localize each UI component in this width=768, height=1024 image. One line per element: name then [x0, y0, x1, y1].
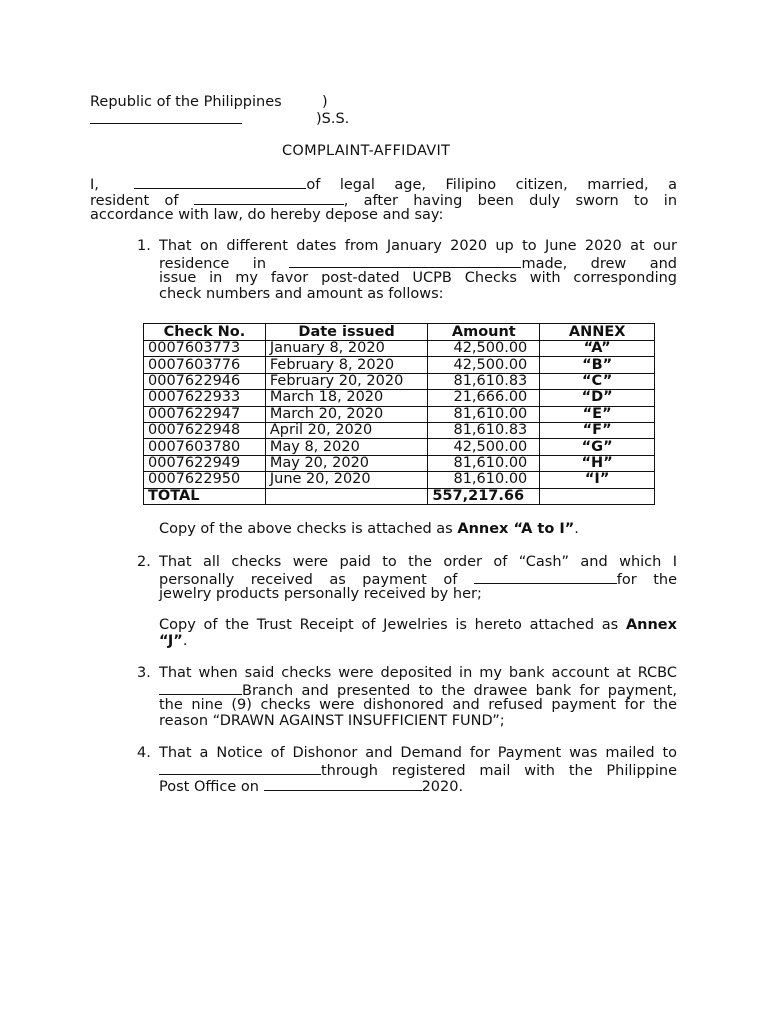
blank-line: [159, 681, 242, 695]
note-text: Copy of the above checks is attached as: [159, 521, 458, 537]
col-header-annex: ANNEX: [540, 324, 655, 341]
item-3-line-4: reason “DRAWN AGAINST INSUFFICIENT FUND”;: [159, 713, 505, 729]
checks-table: [143, 323, 655, 505]
check-number: 0007622946: [144, 373, 266, 389]
annex: “D”: [540, 390, 655, 406]
table-row: [144, 422, 655, 438]
table-total-row: [144, 488, 655, 504]
blank-line: [134, 175, 306, 189]
item-text: Post Office on: [159, 779, 259, 795]
check-number: 0007622948: [144, 422, 266, 438]
table-row: [144, 357, 655, 373]
check-number: 0007603773: [144, 341, 266, 357]
item-1-number: 1.: [137, 238, 151, 254]
date-issued: January 8, 2020: [265, 341, 427, 357]
item-3-number: 3.: [137, 665, 151, 681]
item-3-line-1: That when said checks were deposited in my bank account at RCBC: [159, 665, 677, 681]
amount: 81,610.00: [428, 406, 540, 422]
col-header-check-no: Check No.: [144, 324, 266, 341]
item-text: through registered mail with the Philippine: [321, 763, 677, 779]
date-issued: March 20, 2020: [265, 406, 427, 422]
copy-trust-line-2: [159, 633, 187, 649]
annex: “G”: [540, 439, 655, 455]
blank-line: [159, 761, 321, 775]
blank-line: [474, 570, 617, 584]
item-3-line-3: the nine (9) checks were dishonored and refused payment for the: [159, 697, 677, 713]
annex-reference: Annex: [625, 617, 677, 633]
table-row: [144, 390, 655, 406]
date-issued: March 18, 2020: [265, 390, 427, 406]
header-blank-line: [90, 110, 242, 128]
col-header-date-issued: Date issued: [265, 324, 427, 341]
amount: 81,610.83: [428, 373, 540, 389]
blank-line: [90, 110, 242, 124]
total-amount: 557,217.66: [428, 488, 540, 504]
copy-checks-note: [159, 521, 579, 537]
table-header-row: [144, 324, 655, 341]
date-issued: April 20, 2020: [265, 422, 427, 438]
item-text: Branch and presented to the drawee bank for payment,: [242, 683, 677, 699]
blank-line: [289, 254, 521, 268]
annex-reference: Annex “A to I”: [457, 521, 575, 537]
table-row: [144, 455, 655, 471]
table-row: [144, 373, 655, 389]
amount: 81,610.00: [428, 455, 540, 471]
total-label: TOTAL: [144, 488, 266, 504]
annex: “F”: [540, 422, 655, 438]
annex-reference: “J”: [159, 633, 183, 649]
annex: “E”: [540, 406, 655, 422]
item-4-line-1: That a Notice of Dishonor and Demand for Payment was mailed to: [159, 745, 677, 761]
item-text: residence in: [159, 256, 267, 272]
date-issued: June 20, 2020: [265, 472, 427, 488]
amount: 42,500.00: [428, 439, 540, 455]
check-number: 0007603776: [144, 357, 266, 373]
check-number: 0007622950: [144, 472, 266, 488]
item-2-number: 2.: [137, 554, 151, 570]
item-1-line-3: issue in my favor post-dated UCPB Checks with corresponding: [159, 270, 677, 286]
blank-line: [264, 777, 422, 791]
annex: “C”: [540, 373, 655, 389]
annex: “H”: [540, 455, 655, 471]
intro-text: , after having been duly sworn to in: [343, 193, 678, 209]
document-title: COMPLAINT-AFFIDAVIT: [282, 143, 451, 159]
amount: 42,500.00: [428, 357, 540, 373]
date-issued: May 20, 2020: [265, 455, 427, 471]
item-2-line-1: That all checks were paid to the order of “Cash” and which I: [159, 554, 677, 570]
item-4-line-3: [159, 777, 463, 795]
annex: “I”: [540, 472, 655, 488]
table-row: [144, 439, 655, 455]
amount: 81,610.83: [428, 422, 540, 438]
empty-cell: [540, 488, 655, 504]
item-2-line-3: jewelry products personally received by her;: [159, 586, 482, 602]
date-issued: February 20, 2020: [265, 373, 427, 389]
header-ss: )S.S.: [316, 111, 350, 127]
empty-cell: [265, 488, 427, 504]
annex: “B”: [540, 357, 655, 373]
check-number: 0007622947: [144, 406, 266, 422]
check-number: 0007622933: [144, 390, 266, 406]
intro-text: of legal age, Filipino citizen, married, a: [306, 177, 678, 193]
note-text: Copy of the Trust Receipt of Jewelries is hereto attached as: [159, 617, 626, 633]
item-1-line-1: That on different dates from January 2020 up to June 2020 at our: [159, 238, 677, 254]
header-paren: ): [322, 94, 328, 110]
item-text: made, drew and: [521, 256, 678, 272]
table-row: [144, 341, 655, 357]
amount: 81,610.00: [428, 472, 540, 488]
date-issued: May 8, 2020: [265, 439, 427, 455]
header-republic: [90, 94, 282, 110]
item-4-number: 4.: [137, 745, 151, 761]
intro-text: resident of: [90, 193, 179, 209]
republic-text: Republic of the Philippines: [90, 94, 282, 110]
note-end: .: [182, 633, 188, 649]
table-row: [144, 472, 655, 488]
check-number: 0007622949: [144, 455, 266, 471]
table-row: [144, 406, 655, 422]
intro-i: I,: [90, 177, 99, 193]
amount: 21,666.00: [428, 390, 540, 406]
check-number: 0007603780: [144, 439, 266, 455]
date-issued: February 8, 2020: [265, 357, 427, 373]
annex: “A”: [540, 341, 655, 357]
note-end: .: [574, 521, 579, 537]
amount: 42,500.00: [428, 341, 540, 357]
item-1-line-4: check numbers and amount as follows:: [159, 286, 444, 302]
copy-trust-line-1: [159, 617, 677, 633]
intro-line-3: accordance with law, do hereby depose and say:: [90, 207, 444, 223]
item-text: personally received as payment of: [159, 572, 458, 588]
item-text: for the: [616, 572, 678, 588]
blank-line: [194, 191, 344, 205]
item-text: 2020.: [421, 779, 464, 795]
col-header-amount: Amount: [428, 324, 540, 341]
